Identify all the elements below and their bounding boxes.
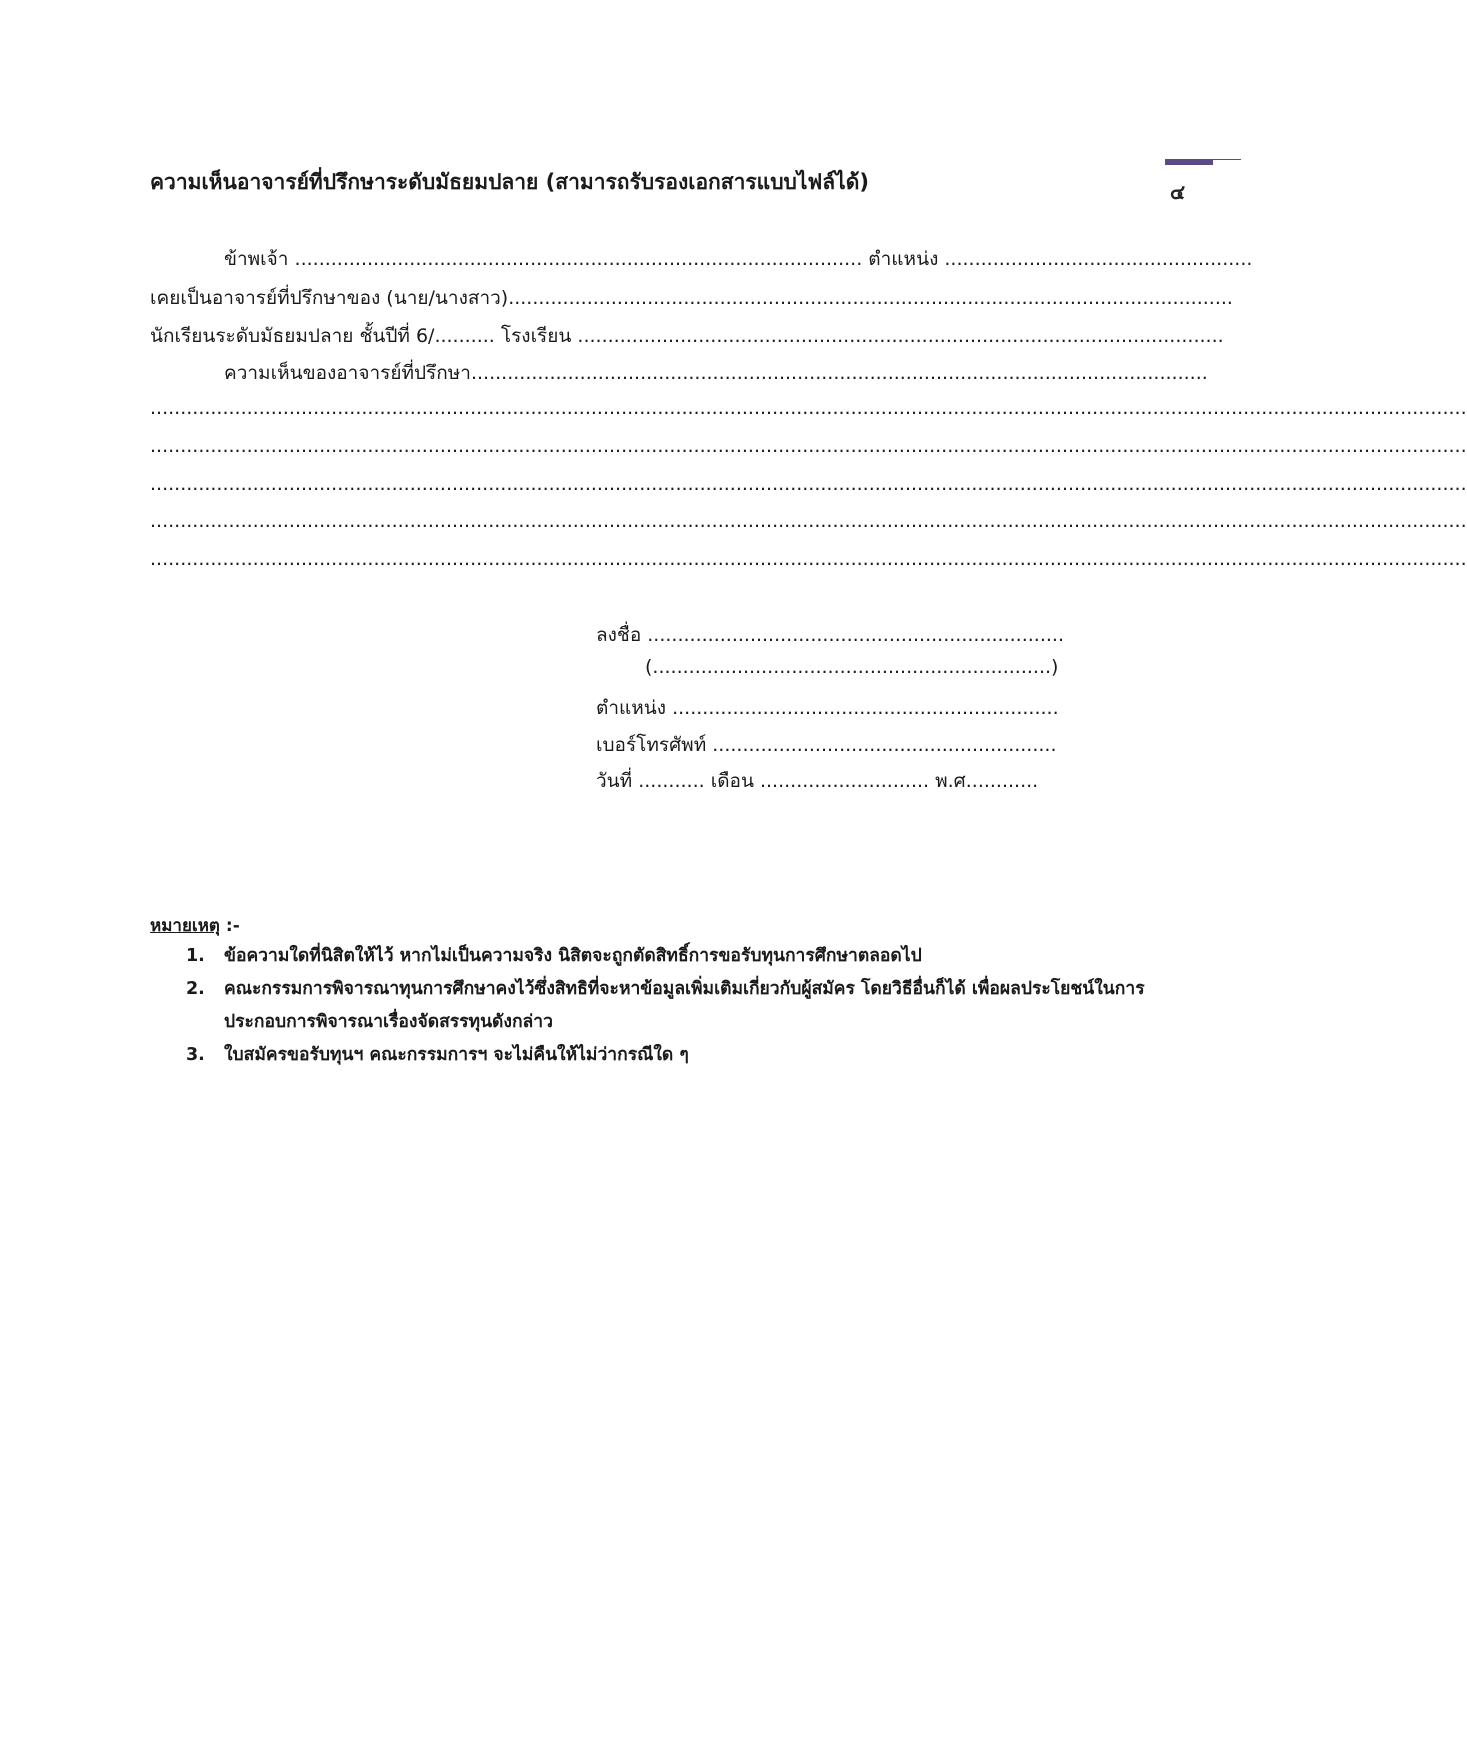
note-text: ข้อความใดที่นิสิตให้ไว้ หากไม่เป็นความจริง นิสิตจะถูกตัดสิทธิ์การขอรับทุนการศึกษาตลอดไป bbox=[224, 946, 922, 966]
signature-position-line[interactable]: ตำแหน่ง ................................................................ bbox=[596, 697, 1059, 719]
notes-list bbox=[150, 940, 1170, 1072]
notes-heading-suffix: :- bbox=[219, 916, 240, 936]
page-number: ๔ bbox=[1170, 180, 1186, 204]
note-text: ใบสมัครขอรับทุนฯ คณะกรรมการฯ จะไม่คืนให้ไม่ว่ากรณีใด ๆ bbox=[224, 1045, 689, 1065]
form-line-school[interactable]: นักเรียนระดับมัธยมปลาย ชั้นปีที่ 6/.......... โรงเรียน ........................................................................................................... bbox=[150, 325, 1224, 347]
tab-marker-thin bbox=[1213, 159, 1241, 160]
name-field[interactable]: .............................................................................................. bbox=[294, 248, 863, 270]
note-number: 2. bbox=[186, 979, 205, 999]
blank-line[interactable]: .......................................................................................................................................................................................................................... bbox=[150, 435, 1467, 457]
page-title: ความเห็นอาจารย์ที่ปรึกษาระดับมัธยมปลาย (สามารถรับรองเอกสารแบบไฟล์ได้) bbox=[150, 170, 869, 194]
name-label: ข้าพเจ้า bbox=[224, 248, 289, 270]
blank-line[interactable]: .......................................................................................................................................................................................................................... bbox=[150, 510, 1467, 532]
note-number: 1. bbox=[186, 946, 205, 966]
position-label: ตำแหน่ง bbox=[868, 248, 939, 270]
signature-phone-line[interactable]: เบอร์โทรศัพท์ ......................................................... bbox=[596, 734, 1057, 756]
note-number: 3. bbox=[186, 1045, 205, 1065]
notes-heading bbox=[150, 912, 240, 939]
blank-line[interactable]: .......................................................................................................................................................................................................................... bbox=[150, 473, 1467, 495]
form-line-opinion[interactable]: ความเห็นของอาจารย์ที่ปรึกษา.......................................................................................................................... bbox=[224, 362, 1208, 384]
notes-heading-label: หมายเหตุ bbox=[150, 916, 220, 936]
position-field[interactable]: ................................................... bbox=[944, 248, 1253, 270]
form-line-name-position bbox=[224, 244, 1252, 274]
blank-line[interactable]: .......................................................................................................................................................................................................................... bbox=[150, 548, 1467, 570]
signature-name-line[interactable]: (..................................................................) bbox=[645, 656, 1059, 678]
note-text: คณะกรรมการพิจารณาทุนการศึกษาคงไว้ซึ่งสิทธิที่จะหาข้อมูลเพิ่มเติมเกี่ยวกับผู้สมัคร โดยวิธีอื่นก็ได้ เพื่อผลประโยชน์ในการประกอบการพิจารณาเรื่องจัดสรรทุนดังกล่าว bbox=[224, 979, 1145, 1032]
blank-line[interactable]: .......................................................................................................................................................................................................................... bbox=[150, 397, 1467, 419]
page-tab-marker bbox=[1165, 159, 1241, 165]
note-item bbox=[150, 1039, 1170, 1072]
tab-marker-thick bbox=[1165, 159, 1213, 165]
form-line-student-name[interactable]: เคยเป็นอาจารย์ที่ปรึกษาของ (นาย/นางสาว)........................................................................................................................ bbox=[150, 287, 1233, 309]
note-item bbox=[150, 940, 1170, 973]
note-item bbox=[150, 973, 1170, 1039]
signature-line[interactable]: ลงชื่อ ..................................................................... bbox=[596, 624, 1064, 646]
signature-date-line[interactable]: วันที่ ........... เดือน ............................ พ.ศ............ bbox=[596, 770, 1039, 792]
